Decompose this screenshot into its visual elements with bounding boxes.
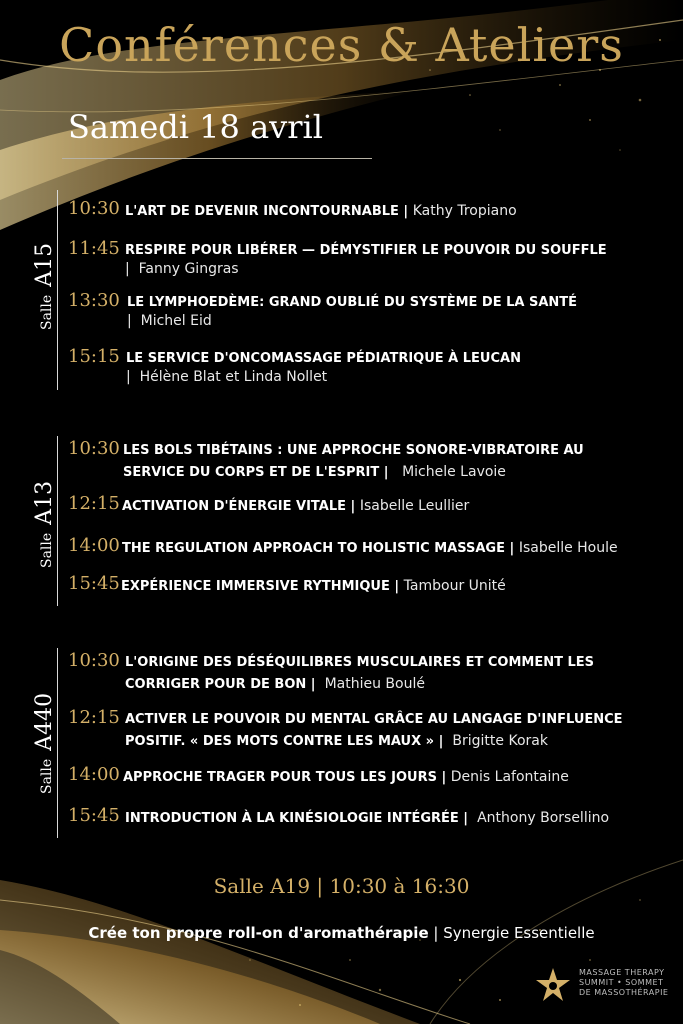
workshop-speaker: Synergie Essentielle xyxy=(443,924,595,942)
room-a440-label: SalleA440 xyxy=(32,692,57,794)
room-a13-label: SalleA13 xyxy=(32,480,57,568)
talk-title: L'ART DE DEVENIR INCONTOURNABLE xyxy=(125,204,399,219)
event-date: Samedi 18 avril xyxy=(68,108,323,146)
workshop-room-time: Salle A19 | 10:30 à 16:30 xyxy=(213,874,470,898)
talk-title: LES BOLS TIBÉTAINS : UNE APPROCHE SONORE-VIBRATOIRE AU xyxy=(123,443,584,458)
talk-title: THE REGULATION APPROACH TO HOLISTIC MASSAGE xyxy=(122,541,505,556)
speaker-name: Kathy Tropiano xyxy=(412,203,517,219)
talk-title: LE SERVICE D'ONCOMASSAGE PÉDIATRIQUE À LEUCAN xyxy=(126,351,521,366)
speaker-name: Denis Lafontaine xyxy=(450,769,569,785)
room-a440-divider xyxy=(57,648,58,838)
room-a15-label: SalleA15 xyxy=(32,242,57,330)
logo-line-3: DE MASSOTHÉRAPIE xyxy=(579,988,669,997)
speaker-name: Hélène Blat et Linda Nollet xyxy=(139,369,328,385)
speaker-name: Isabelle Houle xyxy=(518,540,618,556)
talk-title: INTRODUCTION À LA KINÉSIOLOGIE INTÉGRÉE xyxy=(125,811,459,826)
talk-title: L'ORIGINE DES DÉSÉQUILIBRES MUSCULAIRES ET COMMENT LES xyxy=(125,655,595,670)
speaker-name: Isabelle Leullier xyxy=(359,498,470,514)
talk-title: ACTIVATION D'ÉNERGIE VITALE xyxy=(122,499,347,514)
talk-title: APPROCHE TRAGER POUR TOUS LES JOURS xyxy=(123,770,437,785)
speaker-name: Michel Eid xyxy=(140,313,212,329)
talk-title: CORRIGER POUR DE BON xyxy=(125,677,307,692)
speaker-name: Michele Lavoie xyxy=(402,464,506,480)
speaker-name: Anthony Borsellino xyxy=(477,810,610,826)
speaker-name: Fanny Gingras xyxy=(138,261,239,277)
speaker-name: Tambour Unité xyxy=(403,578,506,594)
speaker-name: Brigitte Korak xyxy=(452,733,548,749)
workshop-title: Crée ton propre roll-on d'aromathérapie xyxy=(88,924,429,942)
talk-title: EXPÉRIENCE IMMERSIVE RYTHMIQUE xyxy=(121,579,390,594)
talk-title: RESPIRE POUR LIBÉRER — DÉMYSTIFIER LE POUVOIR DU SOUFFLE xyxy=(125,243,607,258)
room-a15-divider xyxy=(57,190,58,390)
star-hands-icon xyxy=(533,966,573,1006)
talk-title: POSITIF. « DES MOTS CONTRE LES MAUX » xyxy=(125,734,435,749)
room-a13-divider xyxy=(57,436,58,606)
talk-title: ACTIVER LE POUVOIR DU MENTAL GRÂCE AU LANGAGE D'INFLUENCE xyxy=(125,712,623,727)
speaker-name: Mathieu Boulé xyxy=(324,676,425,692)
talk-title: LE LYMPHOEDÈME: GRAND OUBLIÉ DU SYSTÈME DE LA SANTÉ xyxy=(127,295,578,310)
page-title: Conférences & Ateliers xyxy=(59,18,624,72)
logo-line-2: SUMMIT • SOMMET xyxy=(579,978,664,987)
summit-logo xyxy=(533,966,683,1006)
workshop-line: Crée ton propre roll-on d'aromathérapie | Synergie Essentielle xyxy=(88,924,595,942)
date-divider xyxy=(62,158,372,159)
logo-line-1: MASSAGE THERAPY xyxy=(579,968,665,977)
talk-title: SERVICE DU CORPS ET DE L'ESPRIT xyxy=(123,465,380,480)
